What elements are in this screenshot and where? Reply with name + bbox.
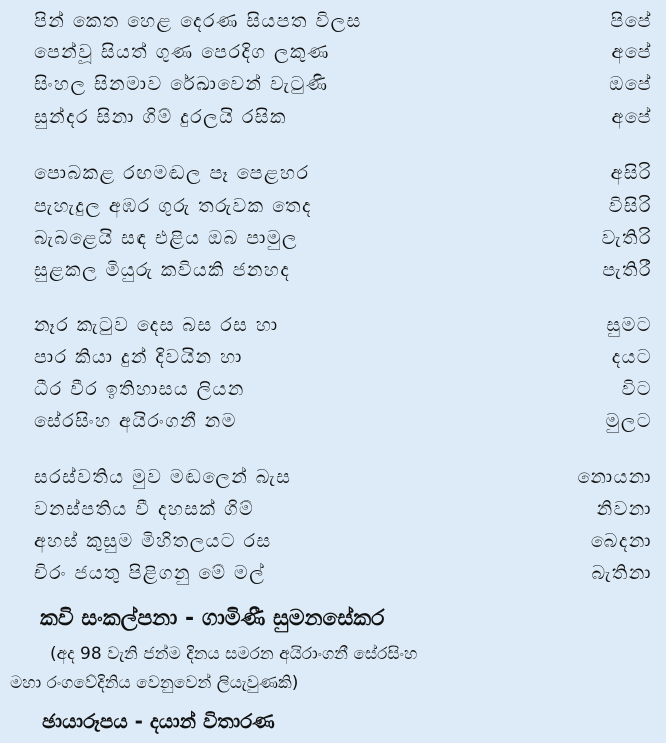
stanza-4-line-1 — [0, 462, 666, 492]
verse-end-word: පිපේ — [610, 10, 652, 32]
verse-text: පැහැදුල අඹර ගුරු තරුවක තෙද — [34, 195, 312, 217]
stanza-3-line-3 — [0, 374, 666, 404]
verse-end-word: සුමට — [606, 314, 652, 336]
verse-end-word: පැතිරී — [602, 259, 652, 281]
verse-end-word: විසිරි — [608, 195, 652, 217]
verse-end-word: විට — [621, 378, 652, 400]
verse-end-word: අපේ — [611, 106, 652, 128]
verse-text: පෙන්වූ සියත් ගුණ පෙරදිග ලකුණ — [34, 41, 330, 63]
verse-end-word: වැතිරි — [601, 227, 652, 249]
dedication-note-line-2: මහා රංගවේදිනිය වෙනුවෙන් ලියැවුණකි) — [10, 673, 299, 693]
stanza-3-line-2 — [0, 342, 666, 372]
verse-text: පින් කෙත හෙළ දෙරණ සියපත විලස — [34, 10, 362, 32]
verse-text: පාර කියා දුන් දිවයින හා — [34, 346, 243, 368]
stanza-1-line-3 — [0, 69, 666, 99]
verse-end-word: දයට — [611, 346, 652, 368]
verse-end-word: බැතිනා — [591, 562, 652, 584]
stanza-4-line-4 — [0, 558, 666, 588]
verse-end-word: නිවනා — [596, 498, 652, 520]
verse-text: අහස් කුසුම මිහිතලයට රස — [34, 530, 272, 552]
stanza-2-line-4 — [0, 255, 666, 285]
verse-end-word: අසිරි — [610, 162, 652, 184]
stanza-4-line-3 — [0, 526, 666, 556]
stanza-2-line-2 — [0, 191, 666, 221]
stanza-3-line-1 — [0, 310, 666, 340]
verse-text: සුන්දර සිනා ගිම් දුරලයි රසික — [34, 106, 287, 128]
verse-text: බැබළෙයි සඳ එළිය ඔබ පාමුල — [34, 227, 299, 249]
verse-text: චිරං ජයතු පිළිගනු මේ මල් — [34, 562, 266, 584]
verse-text: සුළකල මියුරු කවියකි ජනහද — [34, 259, 291, 281]
verse-end-word: මුලට — [605, 410, 652, 432]
dedication-note — [10, 640, 658, 698]
stanza-2-line-3 — [0, 223, 666, 253]
stanza-1-line-2 — [0, 37, 666, 67]
verse-text: සිංහල සිනමාව රේඛාවෙන් වැටුණි — [34, 73, 329, 95]
poet-credit: කවි සංකල්පනා - ගාමිණී සුමනසේකර — [40, 606, 385, 631]
verse-text: සේරසිංහ අයිරංගනී නම — [34, 410, 237, 432]
stanza-1-line-4 — [0, 102, 666, 132]
dedication-note-line-1: (අද 98 වැනි ජන්ම දිනය සමරන අයිරාංගනී සේරසිංහ — [50, 644, 418, 664]
verse-text: පොබකළ රඟමඬල පෑ පෙළහර — [34, 162, 310, 184]
stanza-4-line-2 — [0, 494, 666, 524]
verse-end-word: බෙදනා — [590, 530, 652, 552]
stanza-1-line-1 — [0, 6, 666, 36]
verse-text: ධීර වීර ඉතිහාසය ලියන — [34, 378, 245, 400]
verse-text: සරස්වතිය මුව මඬලෙන් බැස — [34, 466, 292, 488]
verse-end-word: අපේ — [611, 41, 652, 63]
verse-end-word: නොයනා — [577, 466, 652, 488]
stanza-3-line-4 — [0, 406, 666, 436]
photo-credit: ඡායාරූපය - දයාන් විතාරණ — [42, 709, 275, 733]
stanza-2-line-1 — [0, 158, 666, 188]
verse-end-word: ඔපේ — [609, 73, 652, 95]
verse-text: වනස්පතිය වී දහසක් ගිම් — [34, 498, 255, 520]
verse-text: නෑර කැටුව දෙස බස රස හා — [34, 314, 279, 336]
